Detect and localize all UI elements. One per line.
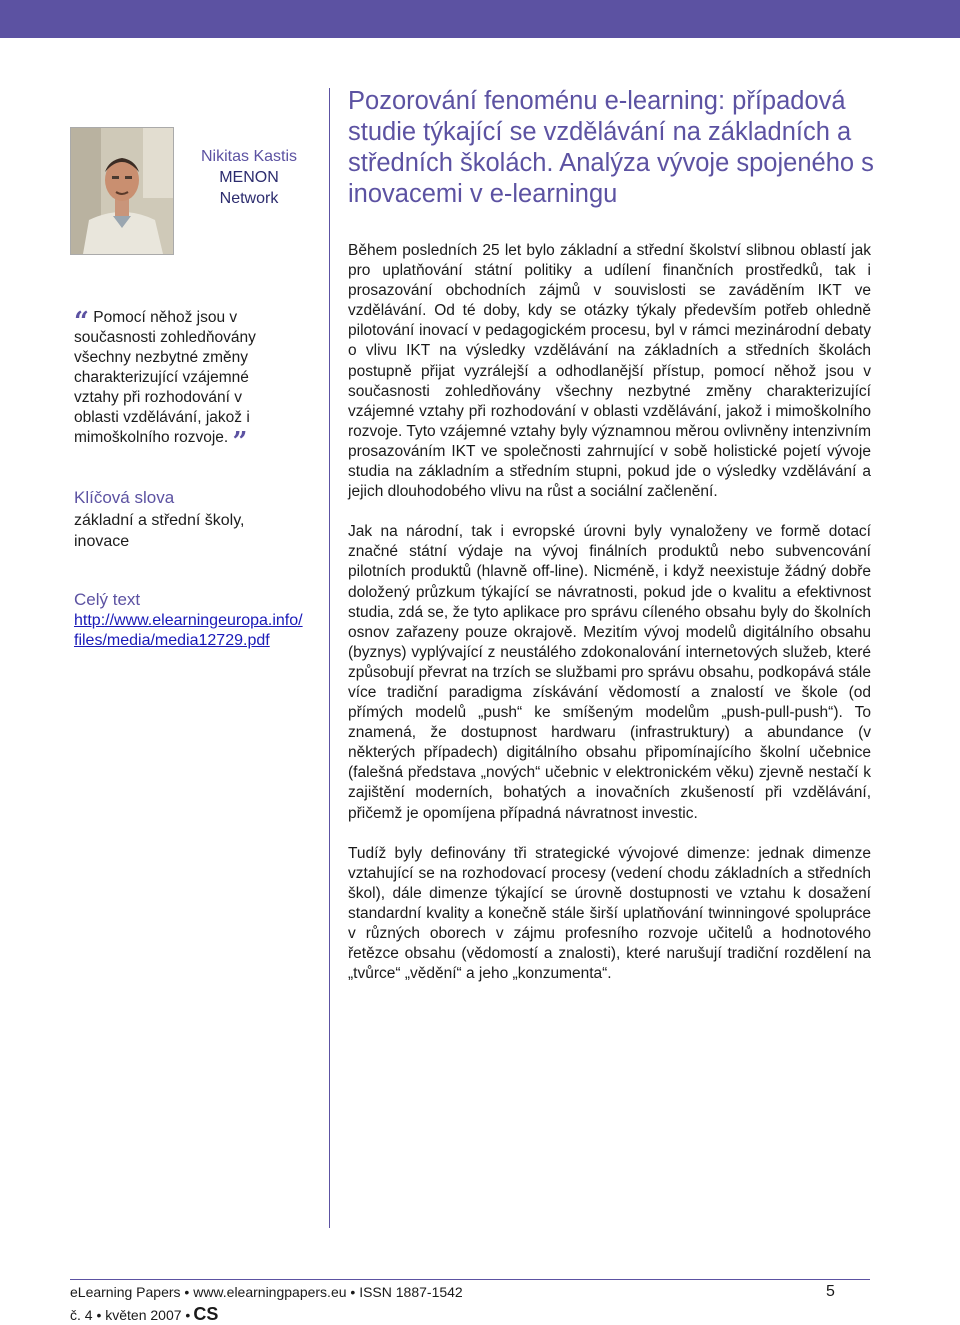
footer-issue-text: č. 4 • květen 2007 • [70, 1307, 191, 1323]
column-divider [329, 88, 330, 1228]
body-paragraph-3: Tudíž byly definovány tři strategické vývojové dimenze: jednak dimenze vztahující se na rozhodovací procesy (vedení chodu základních a středních škol), dále dimenze týkající se úrovně dostupnosti ve vztahu k dosažení standardní kvality a konečně stále širší uplatňování twinningové spolupráce v různých oborech v zájmu profesního rozvoje učitelů a hodnotového řetězce obsahu (vědomostí a znalosti), které narušují tradiční rozdělení na „tvůrce“ „vědění“ a jeho „konzumenta“. [348, 844, 871, 983]
fulltext-heading: Celý text [74, 590, 141, 609]
author-org: MENON [219, 169, 279, 186]
header-band [0, 0, 960, 38]
footer-issue [70, 1304, 218, 1325]
article-body [348, 241, 871, 1004]
author-org-line2: Network [219, 190, 279, 207]
author-photo [70, 127, 174, 255]
pull-quote-text: Pomocí něhož jsou v současnosti zohledňovány všechny nezbytné změny charakterizující vzájemné vztahy při rozhodování v oblasti vzdělávání, jakož i mimoškolního rozvoje. [74, 309, 256, 446]
footer-publication: eLearning Papers • www.elearningpapers.eu • ISSN 1887-1542 [70, 1284, 463, 1300]
footer-rule [70, 1279, 870, 1280]
article-title: Pozorování fenoménu e-learning: případová studie týkající se vzdělávání na základních a středních školách. Analýza vývoje spojeného s inovacemi v e-learningu [348, 87, 874, 208]
footer-language: CS [193, 1304, 219, 1324]
close-quote-icon: ” [232, 427, 248, 457]
author-name: Nikitas Kastis [200, 148, 298, 165]
fulltext-link[interactable]: http://www.elearningeuropa.info/files/media/media12729.pdf [74, 612, 303, 649]
open-quote-icon: “ [74, 307, 89, 337]
keywords-heading: Klíčová slova [74, 488, 175, 507]
page-number: 5 [826, 1283, 835, 1300]
keywords-text: základní a střední školy, inovace [74, 512, 245, 550]
pull-quote [74, 307, 286, 457]
body-paragraph-1: Během posledních 25 let bylo základní a střední školství slibnou oblastí jak pro uplatňování státní politiky a udílení finančních prostředků, tak i prosazování obchodních zájmů v souvislosti se zaváděním IKT ve vzdělávání. Od té doby, kdy se otázky týkaly především potřeb ohledně pilotování inovací v pedagogickém procesu, byl v rámci mezinárodní debaty o vlivu IKT na výsledky vzdělávání na základních a středních školách postupně přijat vyzrálejší a odhodlanější přístup, pomocí něhož jsou v současnosti zohledňovány všechny nezbytné změny charakterizující vzájemné vztahy při rozhodování v oblasti vzdělávání, jakož i mimoškolního rozvoje. Tyto vzájemné vztahy byly významnou měrou ovlivněny intenzivním prosazováním IKT ve společnosti zahrnující v sobě holistické pojetí vývoje studia na základním a středním stupni, pokud jde o výsledky vzdělávání a jejich dlouhodobého vlivu na růst a sociální začlenění. [348, 242, 871, 501]
author-info [178, 146, 320, 209]
body-paragraph-2: Jak na národní, tak i evropské úrovni byly vynaloženy ve formě dotací značné státní výdaje na vývoj finálních produktů nebo subvencování pilotních produktů (hlavně off-line). Nicméně, i když neexistuje žádný dobře doložený průzkum týkající se návratnosti, pokud jde o kvalitu a efektivnost studia, zdá se, že tyto aplikace pro správu cíleného obsahu byly do školních osnov zařazeny pouze okrajově. Mezitím vývoj modelů digitálního obsahu (byznys) vyplývající z neustálého zdokonalování internetových služeb, které způsobují převrat na trzích se službami pro správu obsahu, podkopává stále více tradiční paradigma získávání vědomostí a znalostí ve škole (od přímých modelů „push“ ke smíšeným modelům „push-pull-push“). To znamená, že dostupnost hardwaru (infrastruktury) a abundance (v některých případech) digitálního obsahu připomínajícího školní učebnice (falešná představa „nových“ učebnic v elektronickém věku) zjevně nestačí k zajištění moderních, bohatých a inovačních zkušeností při vzdělávání, přičemž je opomíjena případná návratnost investic. [348, 523, 871, 822]
